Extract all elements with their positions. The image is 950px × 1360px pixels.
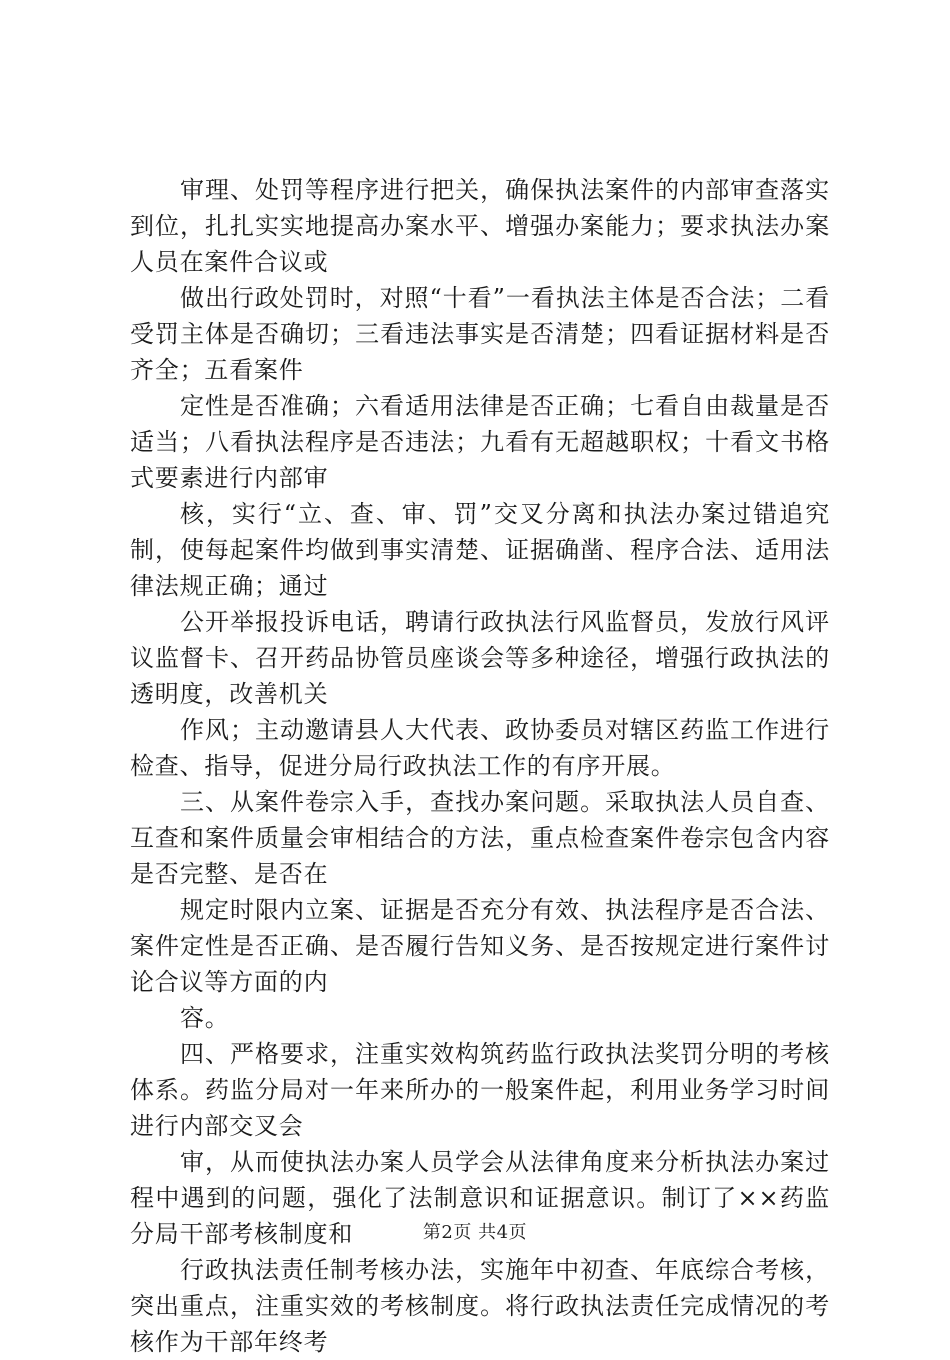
paragraph-12: 行政执法责任制考核办法，实施年中初查、年底综合考核，突出重点，注重实效的考核制度。将行政执法责任完成情况的考核作为干部年终考 [130,1256,830,1356]
paragraph-6: 作风；主动邀请县人大代表、政协委员对辖区药监工作进行检查、指导，促进分局行政执法工作的有序开展。 [130,716,830,780]
document-body [130,172,830,1360]
paragraph-1: 审理、处罚等程序进行把关，确保执法案件的内部审查落实到位，扎扎实实地提高办案水平、增强办案能力；要求执法办案人员在案件合议或 [130,176,830,276]
paragraph-3: 定性是否准确；六看适用法律是否正确；七看自由裁量是否适当；八看执法程序是否违法；九看有无超越职权；十看文书格式要素进行内部审 [130,392,830,492]
paragraph-10: 四、严格要求，注重实效构筑药监行政执法奖罚分明的考核体系。药监分局对一年来所办的一般案件起，利用业务学习时间进行内部交叉会 [130,1040,830,1140]
page-number-footer: 第2页 共4页 [422,1222,528,1243]
paragraph-5: 公开举报投诉电话，聘请行政执法行风监督员，发放行风评议监督卡、召开药品协管员座谈会等多种途径，增强行政执法的透明度，改善机关 [130,608,830,708]
paragraph-9: 容。 [180,1004,230,1032]
paragraph-4: 核，实行“立、查、审、罚”交叉分离和执法办案过错追究制，使每起案件均做到事实清楚、证据确凿、程序合法、适用法律法规正确；通过 [130,500,830,600]
paragraph-11: 审，从而使执法办案人员学会从法律角度来分析执法办案过程中遇到的问题，强化了法制意识和证据意识。制订了××药监分局干部考核制度和 [130,1148,830,1248]
paragraph-8: 规定时限内立案、证据是否充分有效、执法程序是否合法、案件定性是否正确、是否履行告知义务、是否按规定进行案件讨论合议等方面的内 [130,896,830,996]
paragraph-7: 三、从案件卷宗入手，查找办案问题。采取执法人员自查、互查和案件质量会审相结合的方法，重点检查案件卷宗包含内容是否完整、是否在 [130,788,830,888]
paragraph-2: 做出行政处罚时，对照“十看”一看执法主体是否合法；二看受罚主体是否确切；三看违法事实是否清楚；四看证据材料是否齐全；五看案件 [130,284,830,384]
